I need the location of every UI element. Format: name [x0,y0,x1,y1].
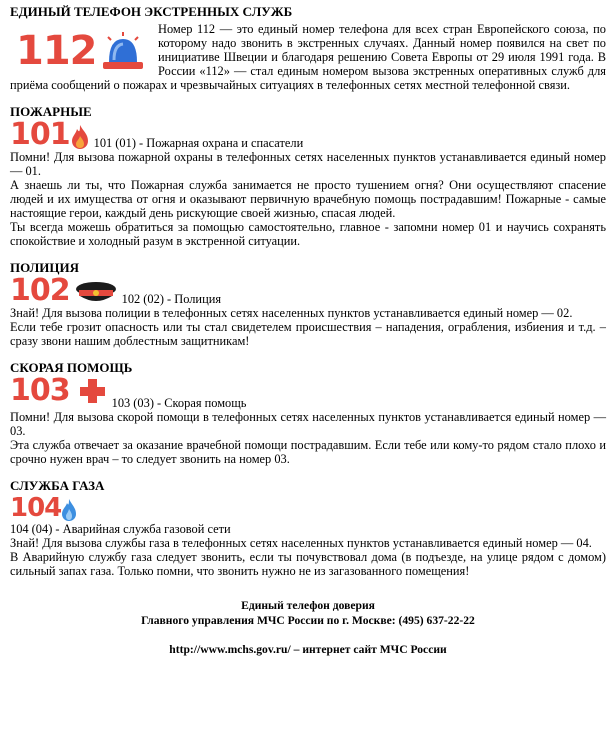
gas-flame-icon [61,498,77,522]
emergency-number: 112 [16,28,97,74]
footer [10,598,606,657]
gas-section [10,478,606,578]
fire-paragraph: Ты всегда можешь обратиться за помощью самостоятельно, главное - запомни номер 01 и научись сохранять спокойствие и холодный разум в экстренной ситуации. [10,220,606,248]
police-section [10,260,606,348]
footer-line: Главного управления МЧС России по г. Москве: (495) 637-22-22 [141,614,475,627]
fire-section [10,104,606,248]
police-paragraph: Знай! Для вызова полиции в телефонных сетях населенных пунктов устанавливается единый номер — 02. [10,306,573,320]
emergency-section [10,4,606,92]
emergency-text: Номер 112 — это единый номер телефона для всех стран Европейского союза, по которому надо звонить в экстренных случаях. Данный номер появился на свет по инициативе Швеции и благодаря решению Совета Европы от 29 июля 1991 года. В России «112» — стал единым номером вызова экстренных оперативных служб для приёма сообщений о пожарах и чрезвычайных ситуациях в телефонных сетях местной телефонной связи. [10,22,606,92]
section-title: СКОРАЯ ПОМОЩЬ [10,360,133,375]
footer-link: http://www.mchs.gov.ru/ – интернет сайт МЧС России [169,643,447,656]
medical-cross-icon [78,377,106,405]
siren-icon [101,31,145,71]
gas-caption: 104 (04) - Аварийная служба газовой сети [10,522,231,536]
police-caption: 102 (02) - Полиция [121,292,222,306]
police-number: 102 [10,273,70,308]
ambulance-section [10,360,606,466]
gas-paragraph: В Аварийную службу газа следует звонить, если ты почувствовал дома (в подъезде, на улице рядом с домом) сильный запах газа. Только помни, что звонить нужно не из загазованного помещения! [10,550,606,578]
section-title: ПОЛИЦИЯ [10,260,79,275]
police-cap-icon [74,280,118,306]
police-paragraph: Если тебе грозит опасность или ты стал свидетелем происшествия – нападения, ограбления, избиения и т.д. – сразу звони нашим доблестным защитникам! [10,320,606,348]
ambulance-paragraph: Помни! Для вызова скорой помощи в телефонных сетях населенных пунктов устанавливается единый номер — 03. [10,410,606,438]
fire-caption: 101 (01) - Пожарная охрана и спасатели [93,136,304,150]
ambulance-number: 103 [10,373,70,408]
ambulance-paragraph: Эта служба отвечает за оказание врачебной помощи пострадавшим. Если тебе или кому-то рядом стало плохо и срочно нужен врач – то следует звонить на номер 03. [10,438,606,466]
emergency-title: ЕДИНЫЙ ТЕЛЕФОН ЭКСТРЕННЫХ СЛУЖБ [10,4,293,19]
fire-number: 101 [10,117,70,152]
fire-paragraph: Помни! Для вызова пожарной охраны в телефонных сетях населенных пунктов устанавливается единый номер — 01. [10,150,606,178]
section-title: ПОЖАРНЫЕ [10,104,92,119]
emergency-logo [16,26,152,76]
section-title: СЛУЖБА ГАЗА [10,478,105,493]
gas-number: 104 [10,493,62,523]
gas-paragraph: Знай! Для вызова службы газа в телефонных сетях населенных пунктов устанавливается единый номер — 04. [10,536,592,550]
fire-icon [70,124,90,150]
ambulance-caption: 103 (03) - Скорая помощь [111,396,247,410]
fire-paragraph: А знаешь ли ты, что Пожарная служба занимается не просто тушением огня? Они осуществляют спасение людей и их имущества от огня и оказывают первичную врачебную помощь пострадавшим! Пожарные - самые настоящие герои, каждый день рискующие своей жизнью, спасая людей. [10,178,606,220]
footer-line: Единый телефон доверия [241,599,375,612]
